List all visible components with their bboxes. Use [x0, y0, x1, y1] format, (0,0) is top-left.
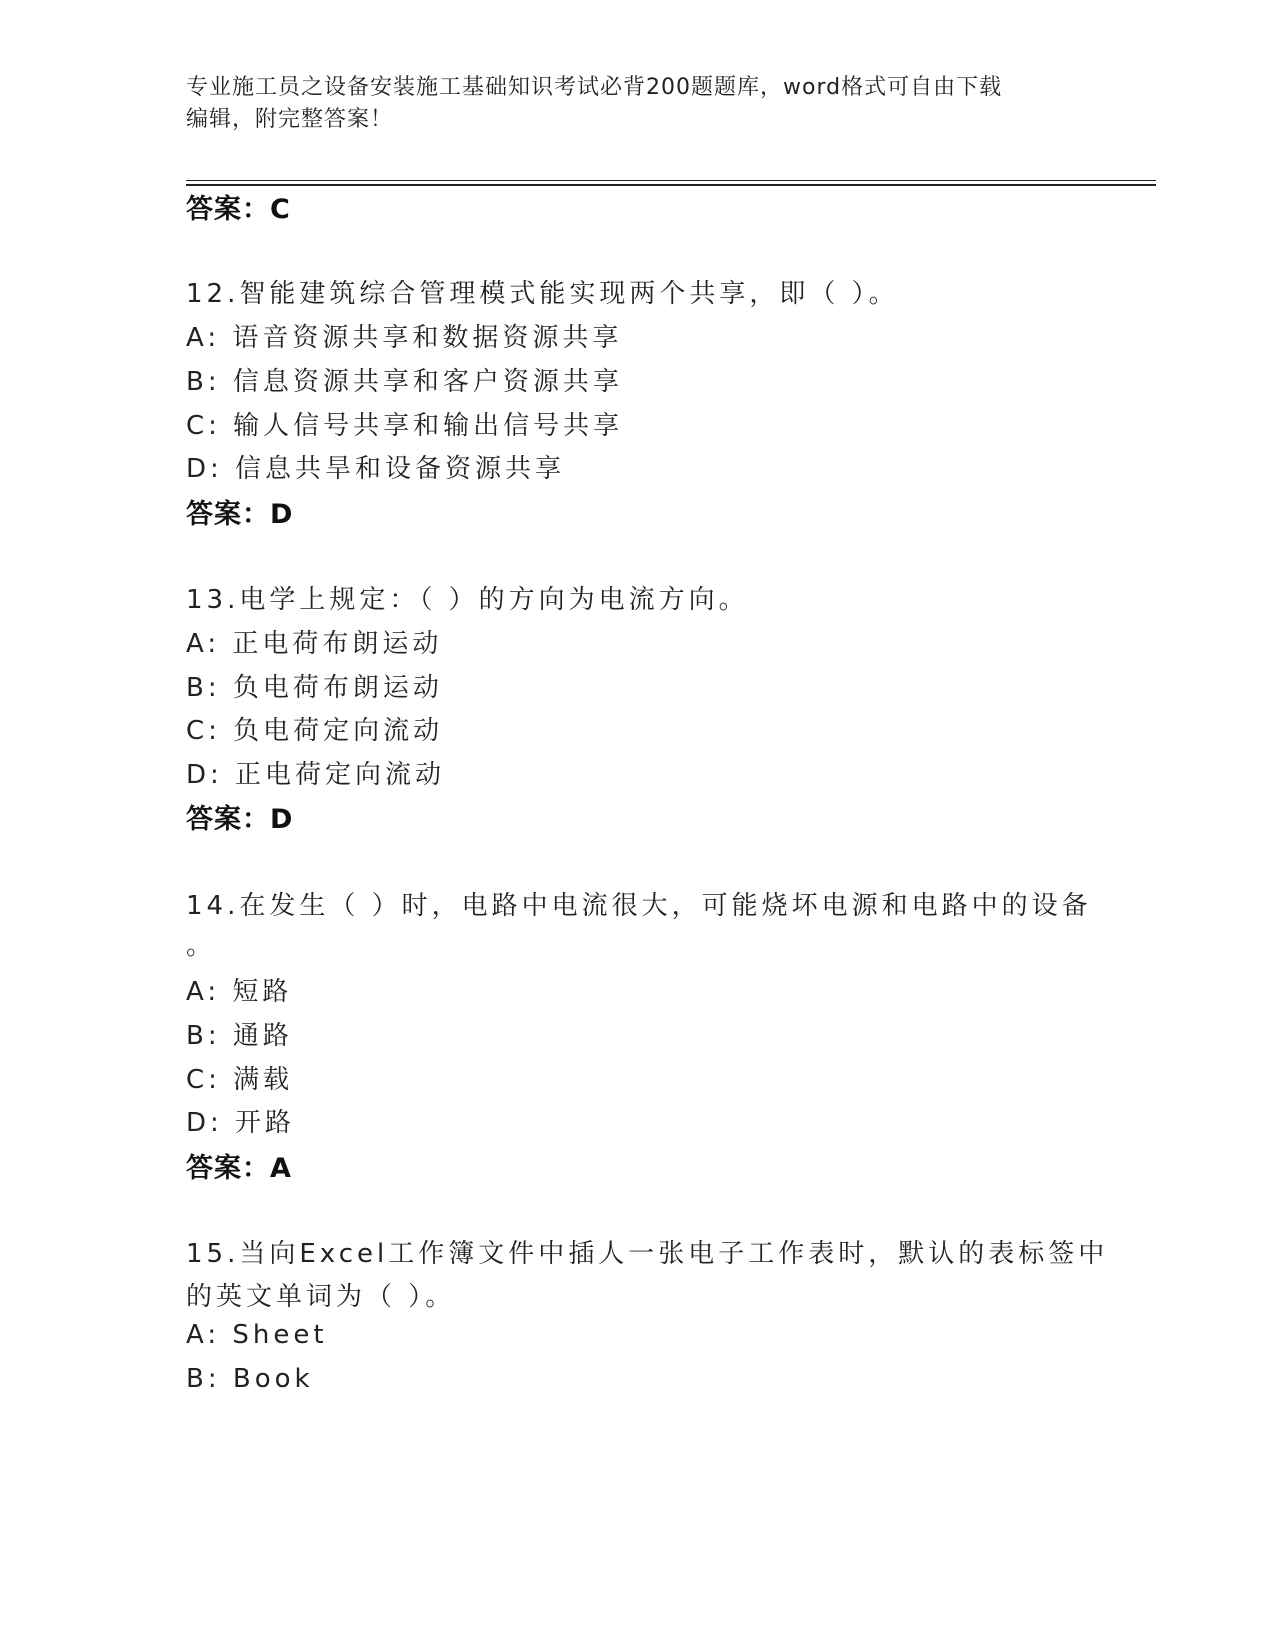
question-14-option-c: C: 满载	[186, 1065, 294, 1095]
question-15-option-a: A: Sheet	[186, 1320, 328, 1350]
question-14-option-d: D: 开路	[186, 1108, 296, 1138]
question-15-option-b: B: Book	[186, 1364, 314, 1394]
question-14-text-line-2: 。	[186, 931, 217, 961]
question-14-option-b: B: 通路	[186, 1021, 293, 1051]
header-line-2: 编辑，附完整答案！	[186, 107, 394, 132]
question-12-text: 12.智能建筑综合管理模式能实现两个共享，即（ ）。	[186, 279, 899, 309]
header-divider-thick	[186, 184, 1156, 186]
question-13-option-c: C: 负电荷定向流动	[186, 716, 444, 746]
question-13-option-d: D: 正电荷定向流动	[186, 760, 446, 790]
question-14-option-a: A: 短路	[186, 977, 293, 1007]
document-header	[186, 72, 1066, 136]
question-13-option-a: A: 正电荷布朗运动	[186, 629, 443, 659]
question-12-option-d: D: 信息共旱和设备资源共享	[186, 454, 566, 484]
previous-answer: 答案：C	[186, 194, 291, 225]
question-15-text-line-2: 的英文单词为（ ）。	[186, 1282, 456, 1312]
header-line-1: 专业施工员之设备安装施工基础知识考试必背200题题库，word格式可自由下载	[186, 75, 1003, 100]
question-12-option-c: C: 输人信号共享和输出信号共享	[186, 411, 624, 441]
question-14-text-line-1: 14.在发生（ ）时，电路中电流很大，可能烧坏电源和电路中的设备	[186, 891, 1092, 921]
header-divider-thin	[186, 180, 1156, 181]
question-12-option-a: A: 语音资源共享和数据资源共享	[186, 323, 623, 353]
question-12-option-b: B: 信息资源共享和客户资源共享	[186, 367, 623, 397]
question-13-text: 13.电学上规定：（ ）的方向为电流方向。	[186, 585, 749, 615]
question-12-answer: 答案：D	[186, 499, 294, 530]
question-14-answer: 答案：A	[186, 1153, 292, 1184]
question-13-option-b: B: 负电荷布朗运动	[186, 673, 443, 703]
question-15-text-line-1: 15.当向Excel工作簿文件中插人一张电子工作表时，默认的表标签中	[186, 1239, 1109, 1269]
question-13-answer: 答案：D	[186, 804, 294, 835]
